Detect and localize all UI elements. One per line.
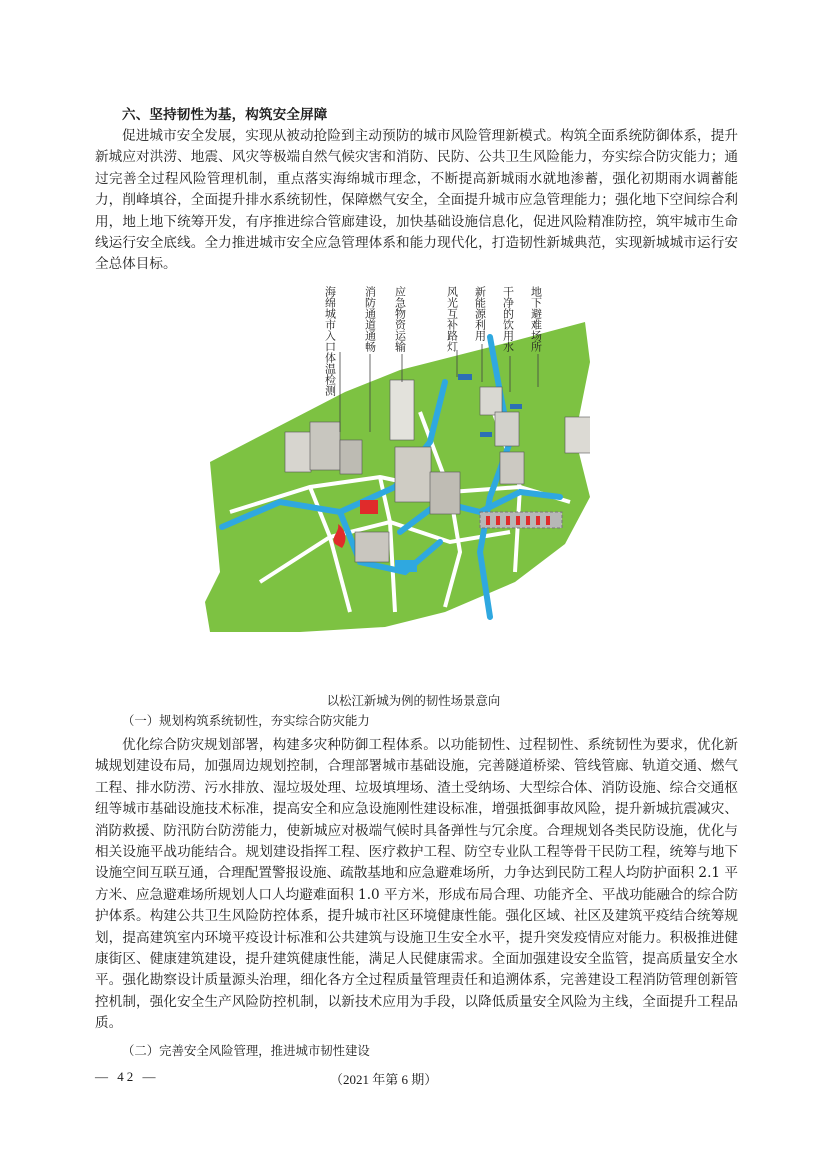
fire-truck-icon [360,500,378,514]
subsection-2-heading: （二）完善安全风险管理，推进城市韧性建设 [122,1043,370,1058]
figure-label: 干净的饮用水 [501,286,515,352]
supply-truck-icon [395,560,417,572]
resilience-scene-illustration [190,282,590,678]
intro-paragraph: 促进城市安全发展，实现从被动抢险到主动预防的城市风险管理新模式。构筑全面系统防御体系，提升新城应对洪涝、地震、风灾等极端自然气候灾害和消防、民防、公共卫生风险能力，夯实综合防灾能力；通过完善全过程风险管理机制，重点落实海绵城市理念，不断提高新城雨水就地渗蓄，强化初期雨水调蓄能力，削峰填谷，全面提升排水系统韧性，保障燃气安全，全面提升城市应急管理能力；强化地下空间综合利用，地上地下统筹开发，有序推进综合管廊建设，加快基础设施信息化，促进风险精准防控，筑牢城市生命线运行安全底线。全力推进城市安全应急管理体系和能力现代化，打造韧性新城典范，实现新城城市运行安全总体目标。 [95,128,738,273]
section-heading: 六、坚持韧性为基，构筑安全屏障 [122,107,328,123]
figure-label: 地下避难场所 [529,286,543,352]
subsection-1-heading: （一）规划构筑系统韧性，夯实综合防灾能力 [122,713,370,728]
figure-label: 应急物资运输 [393,286,407,352]
figure-caption: 以松江新城为例的韧性场景意向 [326,693,501,708]
figure-label: 海绵城市入口体温检测 [323,286,337,396]
page-number: — 42 — [95,1069,159,1084]
figure-label: 新能源利用 [473,286,487,341]
figure-label: 消防通道通畅 [363,286,377,352]
figure-label: 风光互补路灯 [445,286,459,352]
issue-label: （2021 年第 6 期） [330,1072,438,1087]
subsection-1-paragraph: 优化综合防灾规划部署，构建多灾种防御工程体系。以功能韧性、过程韧性、系统韧性为要求，优化新城规划建设布局，加强周边规划控制，合理部署城市基础设施，完善隧道桥梁、管线管廊、轨道交通、燃气工程、排水防涝、污水排放、湿垃圾处理、垃圾填埋场、渣土受纳场、大型综合体、消防设施、综合交通枢纽等城市基础设施技术标准，提高安全和应急设施刚性建设标准，增强抵御事故风险，提升新城抗震减灾、消防救援、防汛防台防涝能力，使新城应对极端气候时具备弹性与冗余度。合理规划各类民防设施，优化与相关设施平战功能结合。规划建设指挥工程、医疗救护工程、防空专业队工程等骨干民防工程，统筹与地下设施空间互联互通，合理配置警报设施、疏散基地和应急避难场所，力争达到民防工程人均防护面积 2.1 平方米、应急避难场所规划人口人均避难面积 1.0 平方米，形成布局合理、功能齐全、平战功能融合的综合防护体系。构建公共卫生风险防控体系，提升城市社区环境健康性能。强化区域、社区及建筑平疫结合统筹规划，提高建筑室内环境平疫设计标准和公共建筑与设施卫生安全水平，提升突发疫情应对能力。积极推进健康街区、健康建筑建设，提升建筑健康性能，满足人民健康需求。全面加强建设安全监管，提高质量安全水平。强化勘察设计质量源头治理，细化各方全过程质量管理责任和追溯体系，完善建设工程消防管理创新管控机制，强化安全生产风险防控机制，以新技术应用为手段，以降低质量安全风险为主线，全面提升工程品质。 [95,737,738,1032]
